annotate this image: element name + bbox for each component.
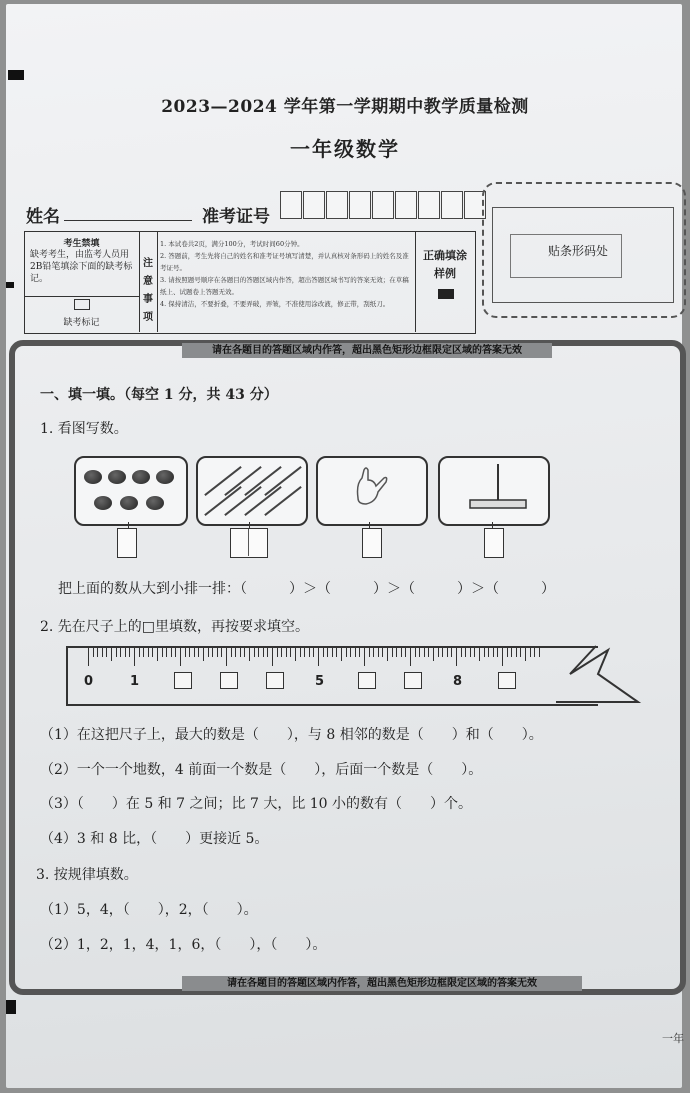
ruler-label: 8 [453,674,463,689]
ruler-answer-box[interactable] [498,672,516,689]
ticket-number-boxes[interactable] [280,191,487,219]
order-line: 把上面的数从大到小排一排：（ ）＞（ ）＞（ ）＞（ ） [58,581,555,597]
name-field[interactable] [64,220,192,221]
ruler-answer-box[interactable] [266,672,284,689]
fill-example-mark [438,289,454,299]
ruler-tick [346,648,347,657]
ticket-digit-box[interactable] [326,191,348,219]
ruler-tick [244,648,245,657]
picture-abacus [438,456,550,526]
ruler-tick [134,648,135,666]
question-3-item: （2）1，2，1，4，1，6，（ ），（ ）。 [40,937,327,953]
ruler-tick [212,648,213,657]
ruler-tick [470,648,471,657]
question-2-item: （2）一个一个地数，4 前面一个数是（ ），后面一个数是（ ）。 [40,762,483,778]
apple-icon [146,496,164,510]
picture-hand [316,456,428,526]
ruler-tick [442,648,443,657]
ruler-tick [295,648,296,661]
ruler-tick [240,648,241,657]
notice-item: 4. 保持清洁，不要折叠，不要弄破，弄皱，不准使用涂改液，修正带，刮纸刀。 [160,300,390,308]
ruler-tick [456,648,457,666]
notice-list [160,238,410,310]
ruler-tick [106,648,107,657]
ruler-tick [203,648,204,661]
apple-icon [94,496,112,510]
ticket-digit-box[interactable] [280,191,302,219]
ruler-tick [451,648,452,657]
alignment-mark [8,70,24,80]
ruler-tick [97,648,98,657]
ruler-tick [539,648,540,657]
barcode-label: 贴条形码处 [548,244,609,258]
ruler-tick [530,648,531,657]
ruler-answer-box[interactable] [220,672,238,689]
ruler-tick [378,648,379,657]
ruler-tick [185,648,186,657]
ticket-digit-box[interactable] [349,191,371,219]
candidate-text: 缺考考生，由监考人员用2B铅笔填涂下面的缺考标记。 [30,250,133,284]
ruler-tick [502,648,503,666]
ruler-tick [410,648,411,666]
ticket-digit-box[interactable] [395,191,417,219]
ruler-tick [419,648,420,657]
counting-rod-icon [440,458,548,524]
ruler-tick [433,648,434,661]
ruler-tick [525,648,526,661]
ticket-digit-box[interactable] [441,191,463,219]
ruler-tick [534,648,535,657]
apple-icon [156,470,174,484]
ruler-tick [272,648,273,666]
ruler-tick [226,648,227,666]
candidate-divider [24,296,139,297]
ruler-tick [336,648,337,657]
ruler-tick [341,648,342,661]
ruler-tick [364,648,365,666]
ruler-tick [474,648,475,657]
ruler-tick [428,648,429,657]
ruler-tick [286,648,287,657]
ticket-digit-box[interactable] [418,191,440,219]
ruler-tick [143,648,144,657]
ruler-tick [497,648,498,657]
ruler-tick [355,648,356,657]
answer-box-abacus[interactable] [484,528,504,558]
notice-item: 1. 本试卷共2页，满分100分，考试时间60分钟。 [160,240,304,248]
notice-item: 2. 答题前，考生先将自己的姓名和准考证号填写清楚，并认真核对条形码上的姓名及准考证号。 [160,252,409,272]
ruler-tick [198,648,199,657]
ruler-tick [359,648,360,657]
ruler-tick [93,648,94,657]
ruler-tick [235,648,236,657]
absent-mark-box[interactable] [74,299,90,310]
ruler-tick [281,648,282,657]
ruler-tick [157,648,158,661]
ticket-digit-box[interactable] [303,191,325,219]
ruler-tick [373,648,374,657]
ruler-tick [415,648,416,657]
apple-icon [84,470,102,484]
ruler-tick [484,648,485,657]
ruler-tick [520,648,521,657]
ruler-tick [488,648,489,657]
ruler-tick [438,648,439,657]
exam-title: 2023—2024 学年第一学期期中教学质量检测 [161,97,529,117]
ruler-tick [180,648,181,666]
ruler-tick [323,648,324,657]
ruler-answer-box[interactable] [404,672,422,689]
ruler-tick [111,648,112,661]
ruler-tick [405,648,406,657]
ruler-tick [263,648,264,657]
ruler-tick [479,648,480,661]
apple-icon [132,470,150,484]
ruler-tick [116,648,117,657]
ruler-tick [304,648,305,657]
frame-notice-bottom: 请在各题目的答题区域内作答，超出黑色矩形边框限定区域的答案无效 [182,976,582,991]
ruler-tick [194,648,195,657]
ruler-answer-box[interactable] [174,672,192,689]
question-1-stem: 1. 看图写数。 [40,421,128,437]
question-3-stem: 3. 按规律填数。 [36,867,138,883]
ruler-tick [267,648,268,657]
ruler-tick [424,648,425,657]
ruler-tick [217,648,218,657]
absent-label: 缺考标记 [63,318,100,328]
ruler-tick [309,648,310,657]
ruler-tick [102,648,103,657]
ruler-tick [231,648,232,657]
ruler-tick [392,648,393,657]
picture-pencils [196,456,308,526]
ruler-tick [461,648,462,657]
candidate-title: 考生禁填 [63,239,100,249]
section-heading: 一、填一填。（每空 1 分，共 43 分） [40,387,278,403]
name-label: 姓名 [26,207,60,227]
ruler-tick [313,648,314,657]
ruler-tick [254,648,255,657]
ruler-tick [327,648,328,657]
ruler-tick [175,648,176,657]
answer-box-apples[interactable] [117,528,137,558]
ruler-tick [382,648,383,657]
ruler-tick [88,648,89,666]
ruler-tick [148,648,149,657]
ruler-tick [465,648,466,657]
answer-box-hand[interactable] [362,528,382,558]
hand-gesture-icon [318,458,426,524]
picture-apples [74,456,188,526]
ruler-tick [221,648,222,657]
ruler-label: 5 [315,674,325,689]
ruler-tick [152,648,153,657]
apple-icon [120,496,138,510]
ticket-digit-box[interactable] [372,191,394,219]
ruler-tick [290,648,291,657]
ruler-break-icon [556,640,646,708]
notice-item: 3. 请按照题号顺序在各题目的答题区域内作答，超出答题区域书写的答案无效；在草稿纸上、试题卷上答题无效。 [160,276,409,296]
alignment-mark [6,1000,16,1014]
answer-box-pencils[interactable] [230,528,268,558]
ruler-tick [369,648,370,657]
frame-notice-top: 请在各题目的答题区域内作答，超出黑色矩形边框限定区域的答案无效 [182,343,552,358]
ruler-tick [332,648,333,657]
ruler-tick [120,648,121,657]
ruler-tick [396,648,397,657]
ruler-tick [162,648,163,657]
ruler-tick [387,648,388,661]
ruler-tick [139,648,140,657]
ruler-tick [507,648,508,657]
ruler-tick [277,648,278,657]
ruler-tick [300,648,301,657]
ruler-answer-box[interactable] [358,672,376,689]
question-3-item: （1）5，4，（ ），2，（ ）。 [40,902,258,918]
ruler-tick [166,648,167,657]
ruler-tick [125,648,126,657]
ruler-tick [171,648,172,657]
fill-example-label: 正确填涂样例 [423,249,467,280]
ruler-tick [401,648,402,657]
ruler-tick [208,648,209,657]
exam-subject: 一年级数学 [290,137,400,161]
ruler-tick [189,648,190,657]
ruler-tick [493,648,494,657]
alignment-mark [6,282,14,288]
ruler-tick [350,648,351,657]
ruler-label: 0 [84,674,94,689]
apple-icon [108,470,126,484]
ruler-tick [516,648,517,657]
ruler-tick [258,648,259,657]
ruler-tick [129,648,130,657]
ruler-tick [249,648,250,661]
question-2-item: （1）在这把尺子上，最大的数是（ ），与 8 相邻的数是（ ）和（ ）。 [40,727,543,743]
ticket-label: 准考证号 [202,207,270,227]
question-2-item: （4）3 和 8 比，（ ）更接近 5。 [40,831,269,847]
ruler-tick [511,648,512,657]
ruler-tick [318,648,319,666]
answer-box-divider [248,529,249,556]
page-corner-text: 一年 [662,1032,684,1045]
notice-label: 注意事项 [143,258,153,323]
question-2-item: （3）（ ）在 5 和 7 之间；比 7 大，比 10 小的数有（ ）个。 [40,796,473,812]
ruler-tick [447,648,448,657]
ruler-label: 1 [130,674,140,689]
question-2-stem: 2. 先在尺子上的□里填数，再按要求填空。 [40,619,310,635]
